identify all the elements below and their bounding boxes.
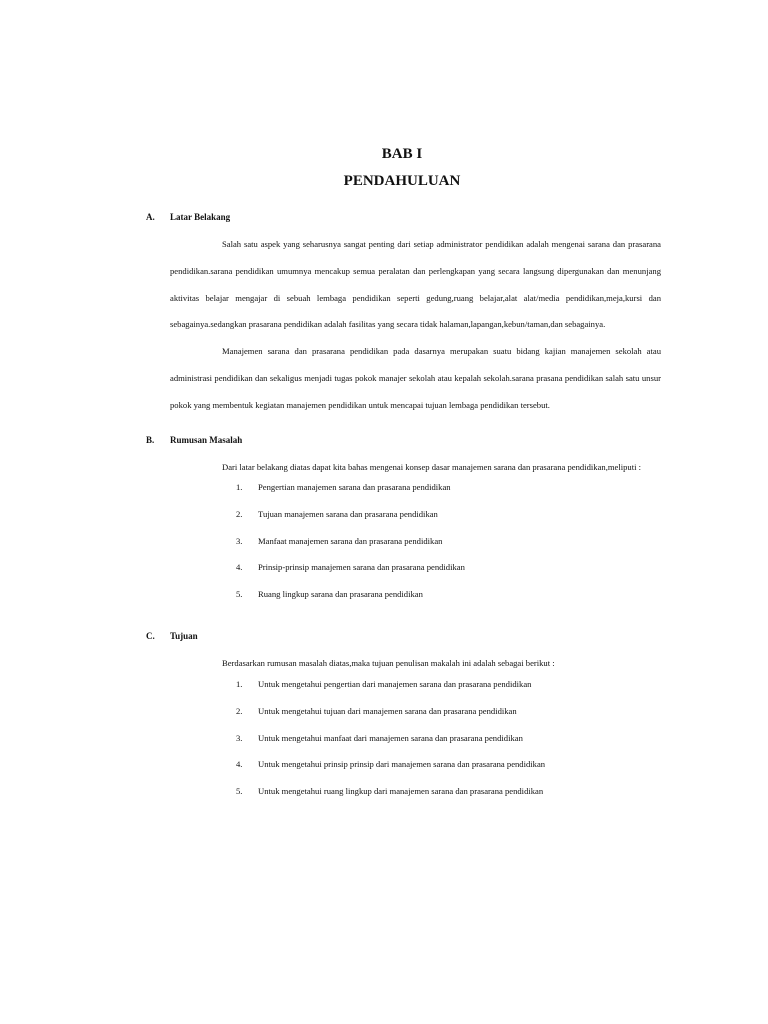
- list-item: [236, 482, 465, 509]
- section-a-heading: [146, 212, 230, 222]
- list-text: Tujuan manajemen sarana dan prasarana pendidikan: [258, 508, 438, 519]
- list-text: Untuk mengetahui ruang lingkup dari manajemen sarana dan prasarana pendidikan: [258, 786, 544, 797]
- section-c-title: Tujuan: [170, 631, 198, 641]
- list-item: [236, 786, 545, 813]
- list-number: 5.: [236, 786, 243, 797]
- section-a-title: Latar Belakang: [170, 212, 231, 222]
- list-text: Untuk mengetahui prinsip prinsip dari manajemen sarana dan prasarana pendidikan: [258, 759, 546, 770]
- list-number: 2.: [236, 705, 243, 716]
- list-item: [236, 706, 545, 733]
- list-number: 1.: [236, 679, 243, 689]
- list-number: 5.: [236, 589, 243, 600]
- section-a-paragraph-2: Manajemen sarana dan prasarana pendidikan pada dasarnya merupakan suatu bidang kajian manajemen sekolah atau administrasi pendidikan dan sekaligus menjadi tugas pokok manajer sekolah atau kepalah sekolah.sarana prasana pendidikan salah satu unsur pokok yang membentuk kegiatan manajemen pendidikan untuk mencapai tujuan lembaga pendidikan tersebut.: [170, 346, 661, 410]
- section-c-intro: Berdasarkan rumusan masalah diatas,maka tujuan penulisan makalah ini adalah sebagai berikut :: [222, 658, 555, 668]
- list-text: Untuk mengetahui manfaat dari manajemen sarana dan prasarana pendidikan: [258, 732, 523, 743]
- list-number: 1.: [236, 482, 243, 492]
- list-number: 3.: [236, 535, 243, 546]
- section-b-intro: Dari latar belakang diatas dapat kita bahas mengenai konsep dasar manajemen sarana dan prasarana pendidikan,meliputi :: [222, 462, 642, 472]
- list-item: [236, 759, 545, 786]
- list-item: [236, 733, 545, 760]
- section-c-heading: [146, 631, 198, 641]
- list-number: 2.: [236, 508, 243, 519]
- list-item: [236, 679, 545, 706]
- section-a-paragraph-1: Salah satu aspek yang seharusnya sangat penting dari setiap administrator pendidikan adalah mengenai sarana dan prasarana pendidikan.sarana pendidikan umumnya mencakup semua peralatan dan perlengkapan yang secara langsung dipergunakan dan menunjang aktivitas belajar mengajar di sebuah lembaga pendidikan seperti gedung,ruang belajar,alat alat/media pendidikan,meja,kursi dan sebagainya.sedangkan prasarana pendidikan adalah fasilitas yang secara tidak halaman,lapangan,kebun/taman,dan sebagainya.: [170, 239, 661, 330]
- chapter-title: PENDAHULUAN: [343, 173, 461, 189]
- chapter-heading: BAB I: [381, 146, 423, 162]
- list-number: 4.: [236, 759, 243, 770]
- list-number: 4.: [236, 562, 243, 573]
- section-b-list: [236, 482, 465, 616]
- list-item: [236, 536, 465, 563]
- list-number: 3.: [236, 732, 243, 743]
- list-text: Untuk mengetahui tujuan dari manajemen sarana dan prasarana pendidikan: [258, 705, 517, 716]
- list-item: [236, 589, 465, 616]
- list-text: Ruang lingkup sarana dan prasarana pendidikan: [258, 589, 423, 600]
- section-c-letter: C.: [146, 631, 155, 641]
- list-text: Manfaat manajemen sarana dan prasarana pendidikan: [258, 535, 443, 546]
- section-b-heading: [146, 435, 242, 445]
- list-item: [236, 562, 465, 589]
- list-text: Prinsip-prinsip manajemen sarana dan prasarana pendidikan: [258, 562, 465, 573]
- section-b-letter: B.: [146, 435, 155, 445]
- list-text: Pengertian manajemen sarana dan prasarana pendidikan: [258, 482, 451, 492]
- section-c-list: [236, 679, 545, 813]
- list-text: Untuk mengetahui pengertian dari manajemen sarana dan prasarana pendidikan: [258, 679, 532, 689]
- section-a-letter: A.: [146, 212, 155, 222]
- list-item: [236, 509, 465, 536]
- section-b-title: Rumusan Masalah: [170, 435, 243, 445]
